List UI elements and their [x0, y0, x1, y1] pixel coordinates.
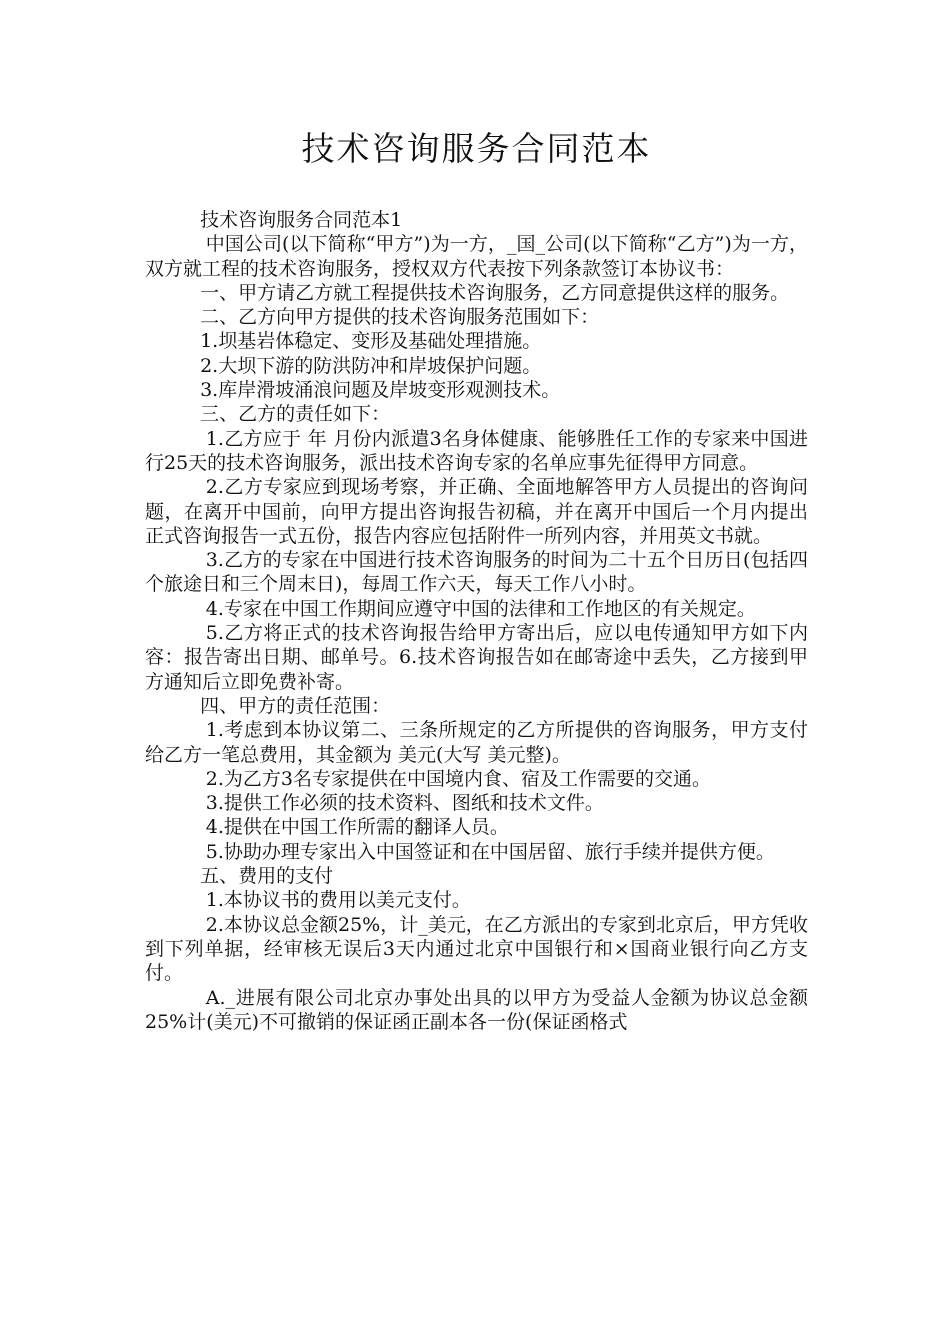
paragraph-clause-3-item-1: 1.乙方应于 年 月份内派遣3名身体健康、能够胜任工作的专家来中国进行25天的技术咨询服务，派出技术咨询专家的名单应事先征得甲方同意。 [145, 427, 808, 474]
paragraph-clause-3-item-3: 3.乙方的专家在中国进行技术咨询服务的时间为二十五个日历日(包括四个旅途日和三个周末日)，每周工作六天，每天工作八小时。 [145, 549, 808, 596]
paragraph-clause-3-heading: 三、乙方的责任如下： [200, 403, 391, 426]
paragraph-clause-5-item-2: 2.本协议总金额25%，计_美元，在乙方派出的专家到北京后，甲方凭收到下列单据，经审核无误后3天内通过北京中国银行和×国商业银行向乙方支付。 [145, 913, 808, 985]
paragraph-clause-2-item-2: 2.大坝下游的防洪防冲和岸坡保护问题。 [200, 354, 542, 377]
paragraph-clause-4-item-5: 5.协助办理专家出入中国签证和在中国居留、旅行手续并提供方便。 [205, 840, 775, 863]
paragraph-clause-4-item-4: 4.提供在中国工作所需的翻译人员。 [205, 816, 509, 839]
paragraph-clause-2-heading: 二、乙方向甲方提供的技术咨询服务范围如下： [200, 306, 600, 329]
paragraph-clause-1: 一、甲方请乙方就工程提供技术咨询服务，乙方同意提供这样的服务。 [200, 281, 790, 304]
paragraph-clause-2-item-3: 3.库岸滑坡涌浪问题及岸坡变形观测技术。 [200, 379, 561, 402]
paragraph-clause-5-item-1: 1.本协议书的费用以美元支付。 [205, 889, 471, 912]
paragraph-clause-5-heading: 五、费用的支付 [200, 865, 334, 888]
paragraph-clause-4-item-3: 3.提供工作必须的技术资料、图纸和技术文件。 [205, 792, 604, 815]
paragraph-clause-4-item-2: 2.为乙方3名专家提供在中国境内食、宿及工作需要的交通。 [205, 767, 712, 790]
paragraph-clause-3-item-4: 4.专家在中国工作期间应遵守中国的法律和工作地区的有关规定。 [205, 597, 756, 620]
paragraph-clause-2-item-1: 1.坝基岩体稳定、变形及基础处理措施。 [200, 330, 542, 353]
paragraph-subtitle: 技术咨询服务合同范本1 [200, 209, 403, 231]
paragraph-clause-5-item-a: A._进展有限公司北京办事处出具的以甲方为受益人金额为协议总金额25%计(美元)不可撤销的保证函正副本各一份(保证函格式 [145, 986, 808, 1033]
paragraph-clause-3-item-5: 5.乙方将正式的技术咨询报告给甲方寄出后，应以电传通知甲方如下内容：报告寄出日期、邮单号。6.技术咨询报告如在邮寄途中丢失，乙方接到甲方通知后立即免费补寄。 [145, 622, 808, 693]
document-title: 技术咨询服务合同范本 [301, 129, 652, 168]
paragraph-clause-4-item-1: 1.考虑到本协议第二、三条所规定的乙方所提供的咨询服务，甲方支付给乙方一笔总费用，其金额为 美元(大写 美元整)。 [145, 719, 808, 766]
paragraph-intro: 中国公司(以下简称“甲方”)为一方，_国_公司(以下简称“乙方”)为一方，双方就工程的技术咨询服务，授权双方代表按下列条款签订本协议书： [145, 233, 808, 280]
paragraph-clause-3-item-2: 2.乙方专家应到现场考察，并正确、全面地解答甲方人员提出的咨询问题，在离开中国前，向甲方提出咨询报告初稿，并在离开中国后一个月内提出正式咨询报告一式五份，报告内容应包括附件一所列内容，并用英文书就。 [145, 476, 808, 547]
paragraph-clause-4-heading: 四、甲方的责任范围： [200, 694, 391, 717]
